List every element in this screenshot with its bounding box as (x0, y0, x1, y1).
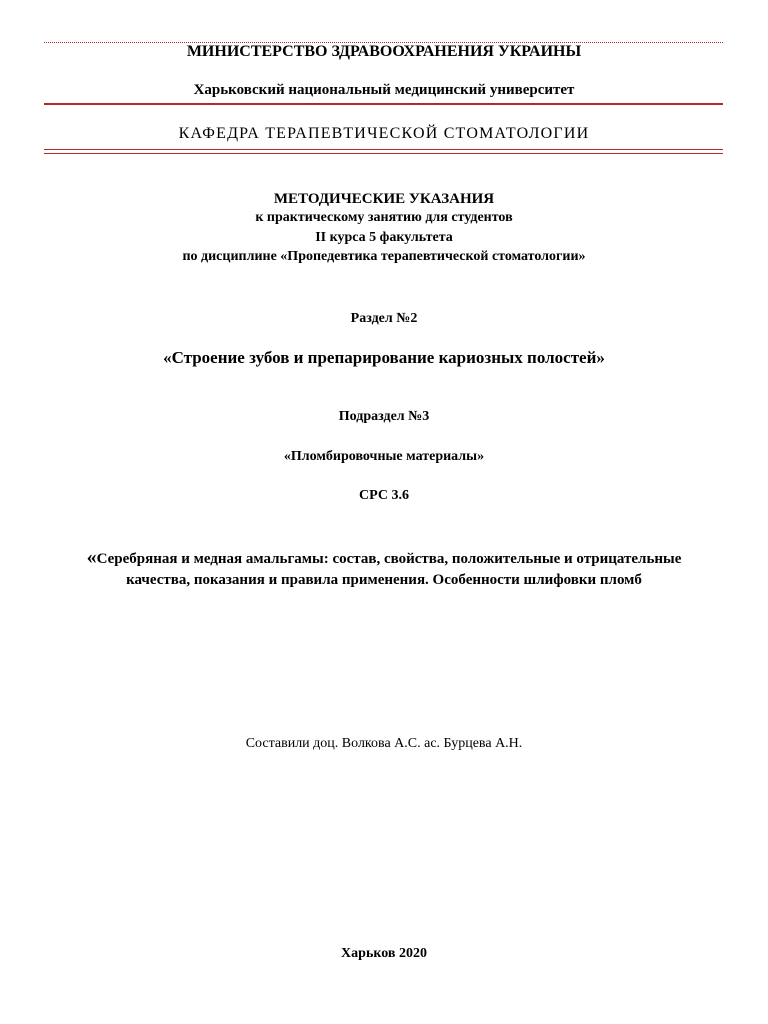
section-title: «Строение зубов и препарирование кариозных полостей» (163, 348, 605, 367)
header-rule (44, 103, 723, 105)
document-subtitle-line-1: к практическому занятию для студентов (255, 210, 513, 225)
header-double-rule (44, 149, 723, 154)
university-name: Харьковский национальный медицинский университет (193, 82, 575, 98)
authors-line: Составили доц. Волкова А.С. ас. Бурцева А.Н. (245, 736, 523, 751)
topic-paragraph (70, 547, 698, 591)
src-number: СРС 3.6 (359, 488, 409, 503)
department-name: КАФЕДРА ТЕРАПЕВТИЧЕСКОЙ СТОМАТОЛОГИИ (178, 125, 590, 142)
topic-open-quote: « (86, 546, 97, 568)
ministry-heading: МИНИСТЕРСТВО ЗДРАВООХРАНЕНИЯ УКРАИНЫ (186, 43, 582, 60)
document-subtitle-line-3: по дисциплине «Пропедевтика терапевтической стоматологии» (182, 249, 586, 264)
section-number: Раздел №2 (350, 311, 418, 326)
subsection-title: «Пломбировочные материалы» (283, 449, 485, 464)
document-title: МЕТОДИЧЕСКИЕ УКАЗАНИЯ (273, 191, 495, 207)
document-subtitle-line-2: II курса 5 факультета (315, 230, 453, 245)
topic-text: Серебряная и медная амальгамы: состав, свойства, положительные и отрицательные качества, показания и правила применения. Особенности шлифовки пломб (96, 551, 682, 588)
city-year: Харьков 2020 (341, 946, 427, 961)
subsection-number: Подраздел №3 (338, 409, 430, 424)
